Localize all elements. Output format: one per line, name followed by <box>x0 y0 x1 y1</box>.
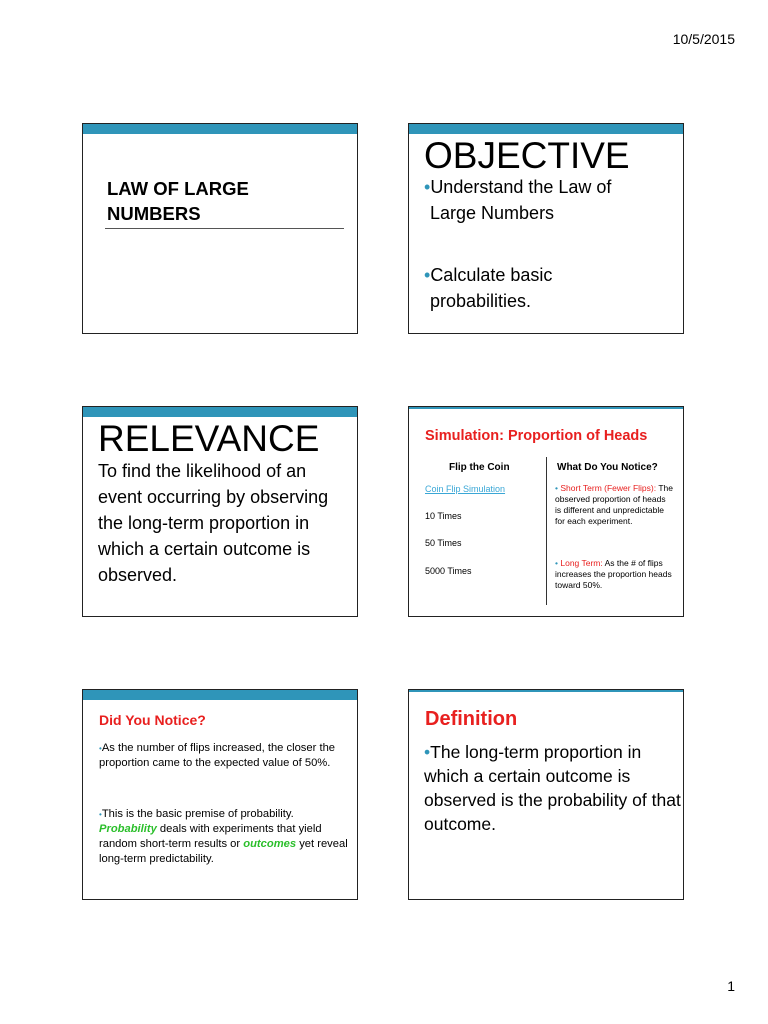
slide-title <box>107 176 337 226</box>
slide-title: Simulation: Proportion of Heads <box>425 428 648 444</box>
long-term-label: Long Term: <box>560 558 603 568</box>
coin-flip-simulation-link[interactable]: Coin Flip Simulation <box>425 484 506 494</box>
flip-count-row: 5000 Times <box>425 566 472 576</box>
bullet-dot-icon: • <box>555 558 558 568</box>
bullet-dot-icon: • <box>99 744 102 753</box>
short-term-label: Short Term (Fewer Flips): <box>560 483 657 493</box>
bullet-text: The long-term proportion in which a certain outcome is observed is the probability of that outcome. <box>424 742 681 834</box>
bullet-item <box>424 262 679 314</box>
bullet-dot-icon: • <box>424 265 431 285</box>
short-term-text: The observed proportion of heads is different and unpredictable for each experiment. <box>555 483 673 526</box>
bullet-text: Understand the Law of <box>430 177 612 197</box>
bullet-dot-icon: • <box>424 742 431 762</box>
bullet-item <box>424 174 679 226</box>
slide-accent-bar <box>409 124 683 134</box>
bullet-item <box>424 740 684 836</box>
flip-count-row: 10 Times <box>425 511 462 521</box>
slide-title: RELEVANCE <box>98 418 320 459</box>
slide-did-you-notice <box>82 689 358 900</box>
bullet-item <box>99 807 349 867</box>
bullet-dot-icon: • <box>99 810 102 819</box>
slide-definition <box>408 689 684 900</box>
slide-relevance <box>82 406 358 617</box>
bullet-item <box>99 741 349 771</box>
probability-term: Probability <box>99 823 157 835</box>
slide-title: OBJECTIVE <box>424 135 630 176</box>
bullet-text: deals with experiments that yield random short-term results or <box>99 823 322 850</box>
bullet-text: Calculate basic <box>430 265 553 285</box>
short-term-note <box>555 483 673 527</box>
slide-law-of-large-numbers <box>82 123 358 334</box>
flip-count-row: 50 Times <box>425 538 462 548</box>
slide-accent-bar <box>83 124 357 134</box>
slide-accent-bar <box>83 407 357 417</box>
column-header-notice: What Do You Notice? <box>557 462 658 473</box>
header-date: 10/5/2015 <box>672 31 735 47</box>
bullet-dot-icon: • <box>555 483 558 493</box>
column-divider <box>546 457 547 605</box>
page-number: 1 <box>727 978 735 994</box>
bullet-text: This is the basic premise of probability. <box>101 808 294 820</box>
bullet-dot-icon: • <box>424 177 431 197</box>
slide-accent-bar <box>409 407 683 409</box>
slide-accent-bar <box>409 690 683 692</box>
slide-title: Definition <box>425 708 518 730</box>
title-rule <box>105 228 344 229</box>
slide-title: Did You Notice? <box>99 712 206 728</box>
bullet-text: yet reveal long-term predictability. <box>99 838 348 865</box>
long-term-note <box>555 558 673 591</box>
bullet-text: As the number of flips increased, the closer the proportion came to the expected value of 50%. <box>99 742 336 769</box>
slide-body: To find the likelihood of an event occurring by observing the long-term proportion in which a certain outcome is observed. <box>98 461 329 585</box>
slide-accent-bar <box>83 690 357 700</box>
title-line: LAW OF LARGE <box>107 178 249 199</box>
column-header-flip: Flip the Coin <box>449 462 510 473</box>
long-term-text: As the # of flips increases the proportion heads toward 50%. <box>555 558 672 590</box>
title-line: NUMBERS <box>107 203 201 224</box>
slide-objective <box>408 123 684 334</box>
bullet-text: probabilities. <box>430 291 532 311</box>
slide-simulation <box>408 406 684 617</box>
outcomes-term: outcomes <box>243 838 297 850</box>
bullet-text: Large Numbers <box>430 203 555 223</box>
